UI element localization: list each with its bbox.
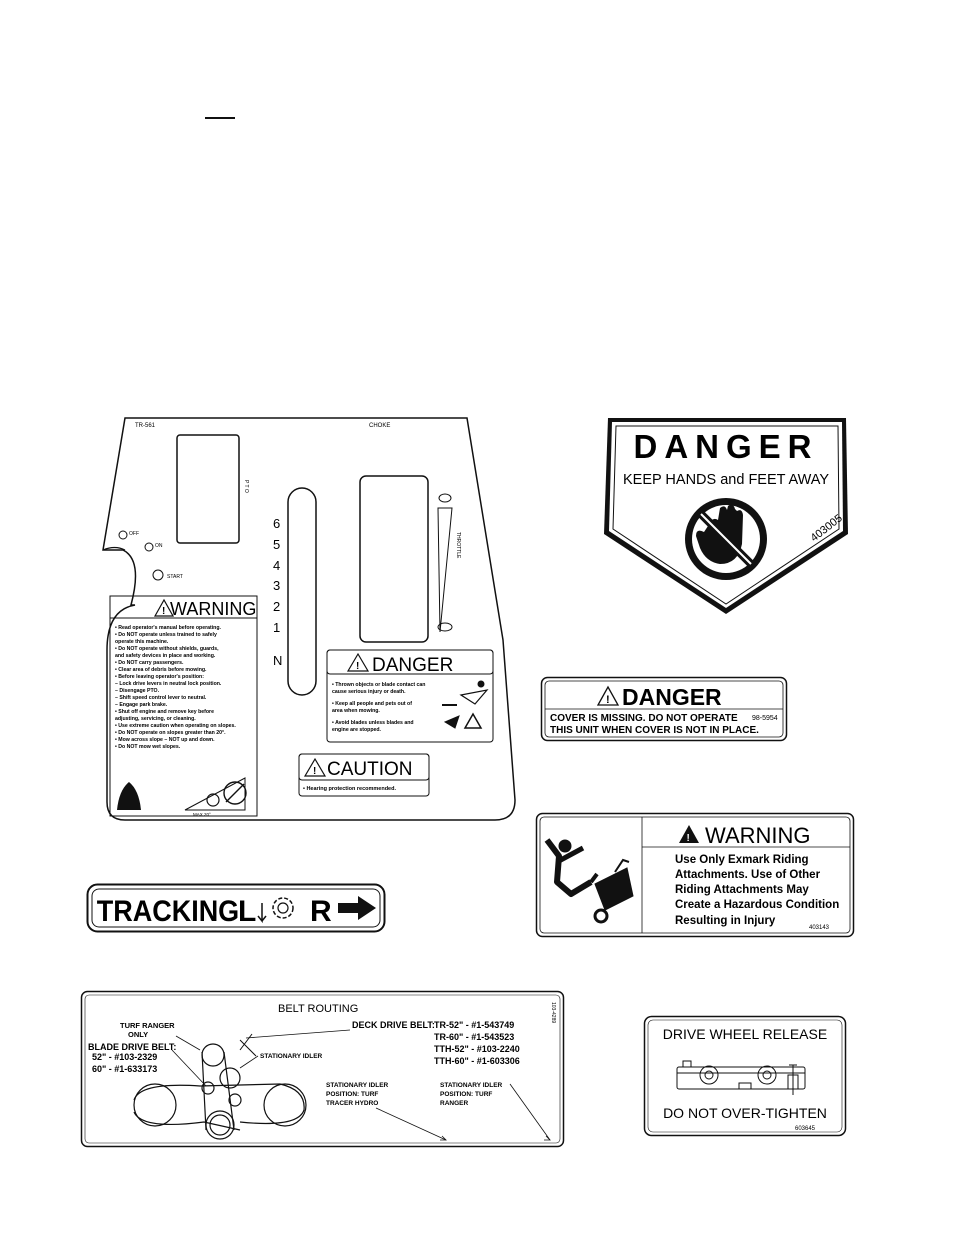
pos1-line2: POSITION: TURF (326, 1091, 379, 1098)
deck-belt-label: DECK DRIVE BELT: (352, 1020, 435, 1030)
tracking-word: TRACKING (96, 894, 240, 929)
svg-text:• Use extreme caution when ope: • Use extreme caution when operating on slopes. (115, 723, 236, 729)
danger-cover-line1: COVER IS MISSING. DO NOT OPERATE (550, 713, 738, 724)
console-danger-lines (332, 682, 425, 733)
svg-text:Attachments. Use of Other: Attachments. Use of Other (675, 869, 821, 881)
console-danger-title: DANGER (372, 655, 454, 676)
svg-text:– Engage park brake.: – Engage park brake. (115, 702, 168, 708)
drive-wheel-pictogram (677, 1061, 805, 1095)
svg-text:– Shift speed control lever to: – Shift speed control lever to neutral. (115, 695, 207, 701)
deck-belt-tr60: TR-60" - #1-543523 (434, 1032, 515, 1042)
choke-label: CHOKE (369, 423, 391, 429)
svg-text:• Before leaving operator's po: • Before leaving operator's position: (115, 674, 204, 680)
throttle-label: THROTTLE (455, 532, 461, 559)
pos2-line2: POSITION: TURF (440, 1091, 493, 1098)
svg-text:– Lock drive levers in neutral: – Lock drive levers in neutral lock position. (115, 681, 222, 687)
svg-text:cause serious injury or death.: cause serious injury or death. (332, 689, 406, 695)
turf-ranger-only: ONLY (128, 1030, 149, 1039)
gear-3: 3 (273, 578, 281, 593)
start-icon (153, 570, 163, 580)
svg-text:• Read operator's manual befor: • Read operator's manual before operating. (115, 625, 221, 631)
pos1-line1: STATIONARY IDLER (326, 1082, 389, 1089)
svg-text:!: ! (356, 661, 360, 672)
svg-text:• Avoid blades unless blades a: • Avoid blades unless blades and (332, 720, 414, 726)
svg-text:and safety devices in place an: and safety devices in place and working. (115, 653, 216, 659)
slope-pictogram (117, 778, 246, 810)
svg-text:Use Only Exmark Riding: Use Only Exmark Riding (675, 854, 809, 866)
danger-cover-part-no: 98-5954 (752, 715, 778, 722)
svg-text:• Do NOT mow wet slopes.: • Do NOT mow wet slopes. (115, 744, 181, 750)
stationary-idler-label: STATIONARY IDLER (260, 1053, 323, 1060)
svg-text:• Shut off engine and remove k: • Shut off engine and remove key before (115, 709, 214, 715)
svg-text:• Keep all people and pets out: • Keep all people and pets out of (332, 701, 412, 707)
svg-text:• Do NOT operate without shiel: • Do NOT operate without shields, guards, (115, 646, 219, 652)
gear-1: 1 (273, 620, 281, 635)
pulley-left (134, 1084, 176, 1126)
svg-text:operate this machine.: operate this machine. (115, 639, 169, 645)
throttle-window (360, 476, 428, 642)
console-caution-title: CAUTION (327, 759, 413, 780)
pos1-line3: TRACER HYDRO (326, 1100, 379, 1107)
danger-pentagon-title: DANGER (633, 428, 819, 465)
svg-text:• Do NOT operate unless traine: • Do NOT operate unless trained to safely (115, 632, 217, 638)
header-underline (205, 117, 235, 119)
danger-pentagon-decal (600, 416, 852, 616)
svg-text:!: ! (313, 766, 317, 777)
max-slope-label: MAX 20° (193, 812, 211, 817)
console-warning-lines (115, 625, 236, 750)
drive-wheel-decal (643, 1015, 847, 1137)
pos2-line3: RANGER (440, 1100, 469, 1107)
warning-attach-lines (675, 854, 839, 927)
gear-slot (288, 488, 316, 695)
deck-belt-tth60: TTH-60" - #1-603306 (434, 1056, 520, 1066)
belt-part-no: 103-4289 (550, 1002, 556, 1024)
svg-text:area when mowing.: area when mowing. (332, 708, 380, 714)
turf-ranger-label: TURF RANGER (120, 1021, 175, 1030)
arrow-right-icon (338, 896, 376, 920)
throttle-wedge (438, 508, 452, 632)
drive-wheel-title: DRIVE WHEEL RELEASE (662, 1026, 828, 1042)
svg-text:Riding Attachments May: Riding Attachments May (675, 884, 809, 896)
svg-text:Create a Hazardous Condition: Create a Hazardous Condition (675, 899, 840, 911)
svg-text:• Mow across slope – NOT up an: • Mow across slope – NOT up and down. (115, 737, 215, 743)
on-label: ON (155, 543, 163, 549)
start-label: START (167, 574, 183, 580)
pulley-right (264, 1084, 306, 1126)
adjust-knob-icon (258, 898, 293, 921)
blade-belt-52: 52" - #103-2329 (92, 1052, 158, 1062)
gear-2: 2 (273, 599, 281, 614)
danger-pentagon-part-no: 403005 (808, 512, 845, 545)
console-caution-line: • Hearing protection recommended. (303, 786, 396, 792)
belt-routing-decal (80, 990, 565, 1148)
danger-cover-line2: THIS UNIT WHEN COVER IS NOT IN PLACE. (550, 725, 759, 736)
drive-wheel-part-no: 603645 (795, 1126, 816, 1132)
deck-belt-tth52: TTH-52" - #103-2240 (434, 1044, 520, 1054)
drive-wheel-subtitle: DO NOT OVER-TIGHTEN (663, 1105, 827, 1121)
svg-text:• Do NOT operate on slopes gre: • Do NOT operate on slopes greater than 20°. (115, 730, 226, 736)
svg-text:Resulting in Injury: Resulting in Injury (675, 915, 776, 927)
off-icon (119, 531, 127, 539)
console-warning-title: WARNING (170, 599, 257, 619)
gear-6: 6 (273, 516, 281, 531)
tipping-rider-icon (547, 840, 633, 922)
danger-pentagon-subtitle: KEEP HANDS and FEET AWAY (622, 472, 830, 488)
tracking-right: R (310, 895, 332, 928)
thrown-object-pictogram (442, 681, 487, 728)
svg-text:!: ! (606, 694, 610, 706)
belt-title: BELT ROUTING (278, 1003, 359, 1015)
warning-attach-decal (535, 812, 855, 938)
tracking-decal (86, 883, 386, 933)
console-part-no: TR-561 (135, 423, 156, 429)
blade-belt-label: BLADE DRIVE BELT: (88, 1042, 177, 1052)
idler-top (202, 1044, 224, 1066)
no-hands-icon (685, 498, 767, 580)
svg-text:• Clear area of debris before: • Clear area of debris before mowing. (115, 667, 207, 673)
pto-label: P T O (243, 480, 249, 493)
off-label: OFF (129, 531, 139, 537)
svg-text:!: ! (162, 606, 166, 617)
pto-window (177, 435, 239, 543)
svg-text:• Do NOT carry passengers.: • Do NOT carry passengers. (115, 660, 184, 666)
svg-text:• Thrown objects or blade cont: • Thrown objects or blade contact can (332, 682, 426, 688)
deck-belt-tr52: TR-52" - #1-543749 (434, 1020, 515, 1030)
danger-cover-decal (540, 676, 788, 742)
gear-n: N (273, 653, 283, 668)
console-decal (95, 410, 525, 825)
pos2-line1: STATIONARY IDLER (440, 1082, 503, 1089)
gear-5: 5 (273, 537, 281, 552)
danger-cover-title: DANGER (622, 684, 722, 710)
gear-numbers (273, 516, 282, 668)
on-icon (145, 543, 153, 551)
rabbit-icon (439, 494, 451, 502)
blade-belt-60: 60" - #1-633173 (92, 1064, 158, 1074)
svg-text:adjusting, servicing, or clean: adjusting, servicing, or cleaning. (115, 716, 196, 722)
tracking-left: L (238, 895, 257, 928)
svg-text:– Disengage PTO.: – Disengage PTO. (115, 688, 160, 694)
svg-text:engine are stopped.: engine are stopped. (332, 727, 382, 733)
warning-attach-part-no: 403143 (809, 925, 830, 931)
svg-text:!: ! (686, 833, 690, 844)
warning-attach-title: WARNING (705, 823, 811, 848)
gear-4: 4 (273, 558, 281, 573)
